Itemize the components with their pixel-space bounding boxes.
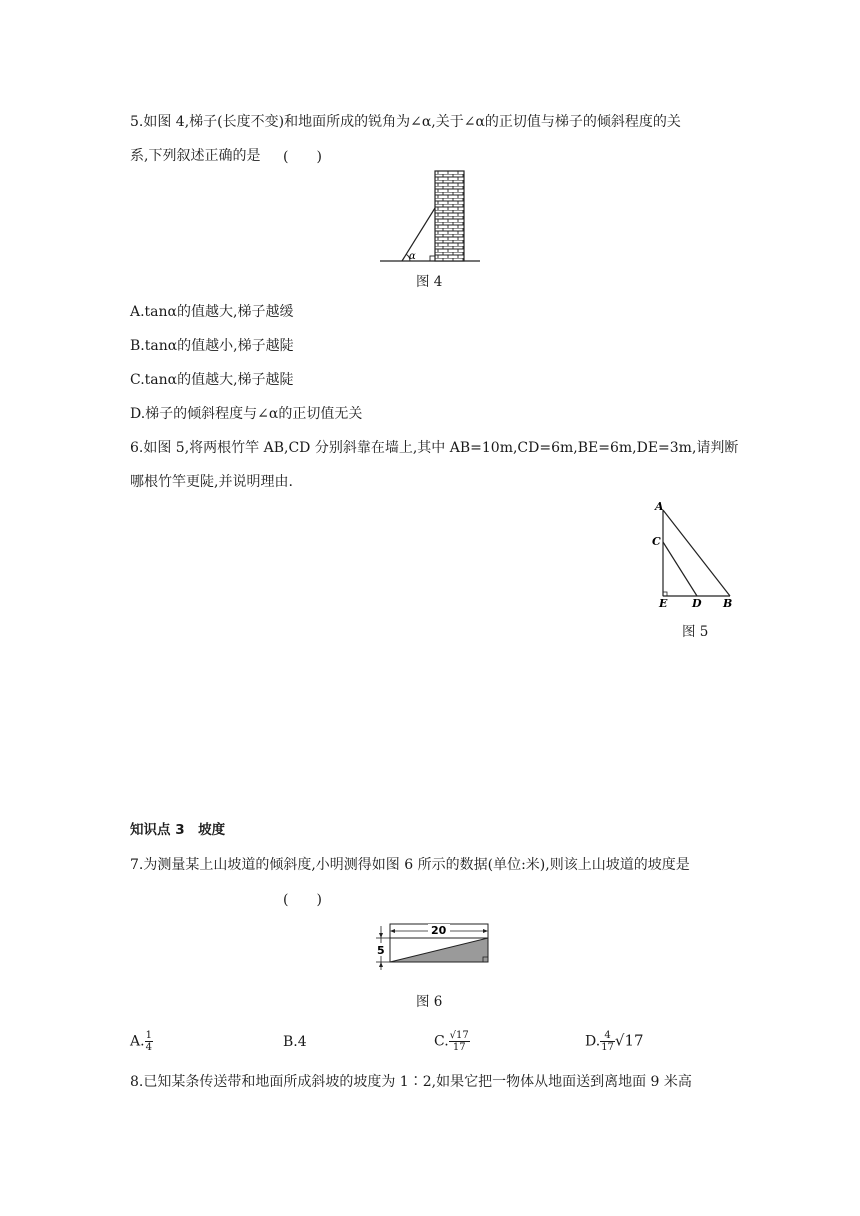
label-d: D [692,597,702,610]
ladder-line [402,208,435,261]
label-b: B [723,597,733,610]
q7-option-a: A. $\frac{1}{4}$ [130,1030,152,1053]
section-heading: 知识点 3 坡度 [130,822,226,838]
figure-4-caption: 图 4 [416,274,443,290]
q7-answer-paren: ( ) [283,892,322,908]
q6-line-1: 6.如图 5,将两根竹竿 AB,CD 分别斜靠在墙上,其中 AB=10m,CD=6m,BE=6m,DE=3m,请判断 [130,440,739,456]
q5-option-c: C.tanα的值越大,梯子越陡 [130,372,294,388]
figure-4-ladder-wall [378,168,482,266]
height-dim-label: 5 [377,944,385,957]
angle-alpha-label: α [409,251,416,262]
q5-line-1: 5.如图 4,梯子(长度不变)和地面所成的锐角为∠α,关于∠α的正切值与梯子的倾斜程度的关 [130,114,681,130]
q6-line-2: 哪根竹竿更陡,并说明理由. [130,474,293,490]
q5-option-d: D.梯子的倾斜程度与∠α的正切值无关 [130,406,363,422]
pole-ab [663,510,730,596]
label-a: A [655,500,664,513]
figure-6-caption: 图 6 [416,994,443,1010]
right-angle-mark [430,256,435,261]
q8-line-1: 8.已知某条传送带和地面所成斜坡的坡度为 1∶2,如果它把一物体从地面送到离地面 9 米高 [130,1074,692,1090]
slope-triangle [390,938,488,962]
q7-line-1: 7.为测量某上山坡道的倾斜度,小明测得如图 6 所示的数据(单位:米),则该上山坡道的坡度是 [130,857,690,873]
label-c: C [652,535,661,548]
q5-answer-paren: ( ) [283,149,322,165]
q5-option-a: A.tanα的值越大,梯子越缓 [130,304,294,320]
figure-5-caption: 图 5 [682,624,709,640]
brick-wall [435,171,464,261]
q7-option-b: B.4 [283,1034,307,1050]
figure-5-bamboo-poles [648,498,744,612]
pole-cd [663,542,697,596]
q7-option-d: D. $\frac{4}{17}$ √17 [585,1030,644,1053]
q5-line-2: 系,下列叙述正确的是 [130,148,261,164]
q7-option-c: C. $\frac{√17}{17}$ [434,1030,469,1053]
q5-option-b: B.tanα的值越小,梯子越陡 [130,338,294,354]
figure-6-slope [368,918,492,974]
width-dim-label: 20 [431,924,447,937]
label-e: E [659,597,668,610]
